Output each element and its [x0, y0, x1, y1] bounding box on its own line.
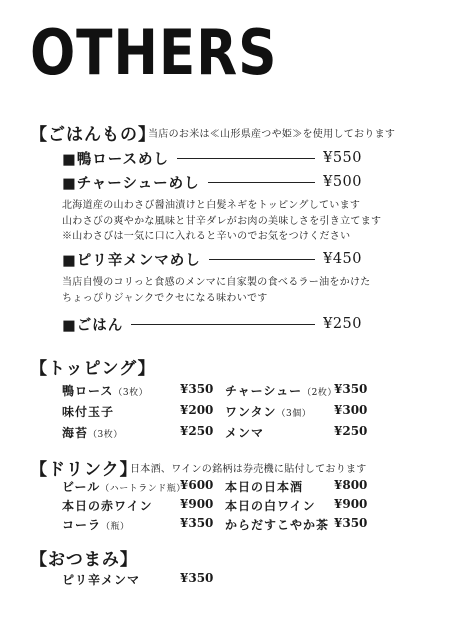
- chashu-meshi-description: [62, 198, 381, 245]
- description-line: 北海道産の山わさび醤油漬けと白髪ネギをトッピングしています: [62, 200, 361, 211]
- item-name: ■ごはん: [62, 316, 124, 334]
- topping-item-name: ワンタン（3個）: [225, 405, 312, 419]
- topping-item-name: 海苔（3枚）: [62, 426, 123, 440]
- menma-meshi-description: [62, 275, 371, 306]
- leader-line: [208, 182, 315, 183]
- item-price: ¥500: [323, 174, 362, 190]
- drink-item-name: 本日の赤ワイン: [62, 499, 153, 513]
- drink-item-name: 本日の白ワイン: [225, 499, 316, 513]
- page-title: OTHERS: [30, 16, 278, 89]
- topping-item-name: 鴨ロース（3枚）: [62, 384, 149, 398]
- rice-item-chashu-meshi: [62, 171, 362, 193]
- leader-line: [209, 259, 315, 260]
- drink-item-price: ¥600: [180, 478, 214, 492]
- item-price: ¥450: [323, 251, 362, 267]
- snack-section-heading: 【おつまみ】: [30, 550, 138, 570]
- description-line: 当店自慢のコリっと食感のメンマに自家製の食べるラー油をかけた: [62, 277, 371, 288]
- topping-item-name: 味付玉子: [62, 405, 115, 419]
- item-name: ■チャーシューめし: [62, 174, 200, 192]
- leader-line: [131, 324, 315, 325]
- item-price: ¥550: [323, 150, 362, 166]
- topping-item-price: ¥350: [180, 382, 214, 396]
- snack-item-price: ¥350: [180, 571, 214, 585]
- item-price: ¥250: [323, 316, 362, 332]
- snack-item-name: ピリ辛メンマ: [62, 573, 141, 587]
- topping-item-price: ¥300: [334, 403, 368, 417]
- drink-item-price: ¥350: [180, 516, 214, 530]
- drink-item-name: コーラ（瓶）: [62, 518, 130, 532]
- item-name: ■鴨ロースめし: [62, 150, 169, 168]
- topping-item-price: ¥200: [180, 403, 214, 417]
- drink-section-heading: 【ドリンク】: [30, 460, 138, 480]
- rice-item-kamo-rosu-meshi: [62, 147, 362, 169]
- description-line: ※山わさびは一気に口に入れると辛いのでお気をつけください: [62, 231, 351, 242]
- drink-item-name: 本日の日本酒: [225, 480, 304, 494]
- item-name: ■ピリ辛メンマめし: [62, 251, 201, 269]
- topping-item-price: ¥250: [334, 424, 368, 438]
- rice-section-note: 当店のお米は≪山形県産つや姫≫を使用しております: [148, 129, 396, 140]
- rice-item-piri-kara-menma-meshi: [62, 248, 362, 270]
- drink-item-price: ¥900: [334, 497, 368, 511]
- drink-item-name: からだすこやか茶: [225, 518, 330, 532]
- topping-item-price: ¥250: [180, 424, 214, 438]
- drink-item-price: ¥900: [180, 497, 214, 511]
- rice-section-heading: 【ごはんもの】: [30, 125, 156, 145]
- topping-item-name: チャーシュー（2枚）: [225, 384, 337, 398]
- drink-item-name: ビール（ハートランド瓶）: [62, 480, 186, 494]
- drink-section-note: 日本酒、ワインの銘柄は券売機に貼付しております: [130, 464, 367, 475]
- topping-item-name: メンマ: [225, 426, 265, 440]
- topping-item-price: ¥350: [334, 382, 368, 396]
- description-line: 山わさびの爽やかな風味と甘辛ダレがお肉の美味しさを引き立てます: [62, 215, 382, 227]
- drink-item-price: ¥800: [334, 478, 368, 492]
- topping-section-heading: 【トッピング】: [30, 359, 156, 379]
- drink-item-price: ¥350: [334, 516, 368, 530]
- description-line: ちょっぴりジャンクでクセになる味わいです: [62, 292, 268, 304]
- rice-item-gohan: [62, 313, 362, 335]
- leader-line: [177, 158, 315, 159]
